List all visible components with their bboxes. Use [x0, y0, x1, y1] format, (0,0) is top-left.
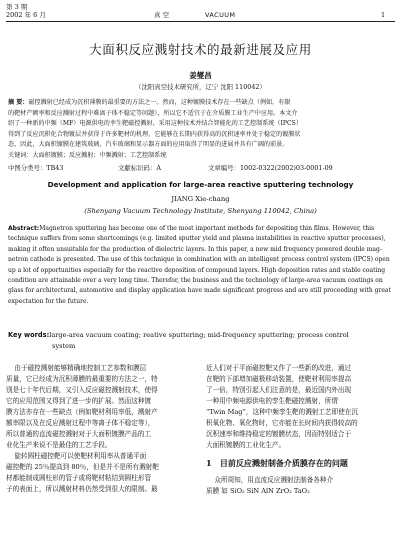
body-line: 子的表面上，所以溅射材料仍然受到很大的限制。最	[6, 485, 158, 493]
body-line: 磁控靶的 25％提高到 80％，但是并不是所有溅射靶	[6, 463, 159, 471]
document-code: 文献标识码：A	[118, 164, 161, 172]
journal-name-cn: 真 空	[154, 11, 170, 19]
abstract-en-line: netron cathode is presented. The use of this technique in combination with an intelligent process control system (IPCS) open	[8, 256, 390, 264]
abstract-cn-line: 磁控溅射已经成为沉积薄膜的最重要的方法之一。然而，这种镀膜技术存在一些缺点（例如，有限	[28, 99, 291, 106]
section-heading: 1 目前反应溅射制备介质膜存在的问题	[206, 458, 348, 468]
body-left-column	[6, 363, 194, 495]
journal-name-en: VACUUM	[205, 11, 236, 19]
body-line: 一种用中频电源供电的孪生靶磁控溅射，所谓	[206, 397, 338, 405]
abstract-en-line: up a lot of opportunities especially for the reactive deposition of compound layers. High deposition rates and stable coating	[8, 266, 386, 274]
abstract-cn-line: 的靶材产额率和反应溅射过程中难离子体不稳定等问题），所以它不适宜于在介质膜工业生产中应用。本文介	[8, 109, 298, 117]
affiliation-cn: （沈阳真空技术研究所，辽宁 沈阳 110042）	[135, 83, 266, 91]
keywords-cn: 关键词：大面积镀膜；反应溅射；中频溅射；工艺控制系统	[8, 151, 167, 159]
body-line: 大面积镀膜的工业化生产。	[206, 441, 286, 449]
body-right-column	[206, 363, 396, 497]
body-line: 材都能制成圆柱形的管子或将靶材粘结到圆柱形管	[6, 474, 152, 482]
abstract-cn-label: 摘 要：	[8, 99, 29, 106]
body-line: 它的应用范围又得到了进一步的扩展。然而这种镀	[6, 397, 152, 405]
abstract-en-label: Abstract:	[8, 225, 40, 232]
abstract-en-line: glass for architectural, automotive and display application have made significant progress and are still proceeding with great	[8, 287, 391, 295]
keywords-en-line: large-area vacuum coating; reative sputtering; mid-frequency sputtering; process control	[49, 331, 349, 339]
body-line: 额率限以及在反应溅射过程中等离子体不稳定等），	[6, 419, 155, 427]
affiliation-en: (Shenyang Vacuum Technology Institute, Shenyang 110042, China)	[84, 207, 317, 215]
clc-number: 中图分类号：TB43	[8, 164, 64, 172]
body-line: 质量，它已经成为沉积薄膜的最重要的方法之一，特	[6, 375, 158, 383]
body-line: 业化生产来说不是最佳的工艺手段。	[6, 441, 112, 449]
paper-title-cn: 大面积反应溅射技术的最新进展及应用	[89, 42, 312, 57]
abstract-cn-line: 态，因此，大面积镀膜在建筑玻璃、汽车玻璃和显示器方面的应用取得了明显的进展并具有广阔的前景。	[8, 141, 289, 149]
body-line: “Twin Mag”，这种中频孪生靶的溅射工艺即使在沉	[206, 408, 358, 416]
keywords-en	[8, 330, 394, 352]
article-id: 文章编号：1002-0322(2002)03-0001-09	[208, 164, 333, 172]
body-line: 众所周知，用直流反应溅射法制备各种介	[206, 476, 334, 484]
keywords-en-label: Key words:	[8, 331, 50, 339]
abstract-cn-line: 得到了反应沉积化合物镀层并获得于许多靶材的机理，它能够在长期内获得高的沉积速率并处于稳定的镀膜状	[8, 130, 301, 138]
abstract-en-line: condition are attainable over a very long time. Therefor, the business and the technology of large-area vacuum coatings on	[8, 277, 383, 285]
page-number: 1	[381, 11, 386, 19]
issue-date: 2002 年 6 月	[6, 11, 46, 19]
body-line: 质膜 如 SiO₂ SiN AlN ZrO₂ TaO₂	[206, 487, 310, 495]
abstract-en-line: Magnetron sputtering has become one of the most important methods for depositing thin films. However, this	[39, 225, 375, 232]
body-line: 别是七十年代后期，又引入反应磁控溅射技术，使得	[6, 386, 158, 394]
keywords-en-line: system	[52, 342, 76, 350]
header-rule	[6, 21, 395, 22]
abstract-cn-line: 绍了一种新的中频（MF）电源供电的孪生靶磁控溅射，采用这种技术并结合智能化的工艺控制系统（IPCS）	[8, 120, 302, 128]
body-line: 所以普通的直流磁控溅射对于大面积镀膜产品的工	[6, 430, 152, 438]
abstract-cn	[8, 98, 393, 162]
paper-title-en: Development and application for large-area reactive sputtering technology	[47, 180, 354, 189]
abstract-en	[8, 224, 394, 307]
body-line: 旋转圆柱磁控靶可以使靶材利用率从普通平面	[6, 452, 147, 460]
body-line: 由于磁控溅射能够精确地控制工艺参数和膜层	[6, 364, 147, 372]
author-en: JIANG Xie-chang	[171, 195, 230, 203]
body-line: 在靶的下部增加磁极移动装置，使靶材利用率提高	[206, 375, 352, 383]
body-line: 沉积速率和维持稳定的镀膜状态，因而特别适合于	[206, 430, 352, 438]
author-cn: 姜燮昌	[189, 71, 212, 80]
body-line: 近人们对于平面磁控靶又作了一些新的改进，通过	[206, 364, 352, 372]
abstract-en-line: technique suffers from some shortcomings (e.g. limited sputter yield and plasma instabilities in reactive sputter processes),	[8, 235, 386, 243]
body-line: 膜方法亦存在一些缺点（例如靶材利用率低，溅射产	[6, 408, 158, 416]
body-line: 积氧化物、氧化物时，它亦能在长时间内获得较高的	[206, 419, 358, 427]
abstract-en-line: making it often unsuitable for the production of dielectric layers. In this paper, a new mid frequency powered double mag-	[8, 245, 382, 253]
abstract-en-line: expectation for the future.	[8, 297, 89, 305]
body-line: 了一倍，特别引起人们注意的是，最近国内外出现	[206, 386, 352, 394]
issue-number: 第 3 期	[6, 3, 28, 11]
